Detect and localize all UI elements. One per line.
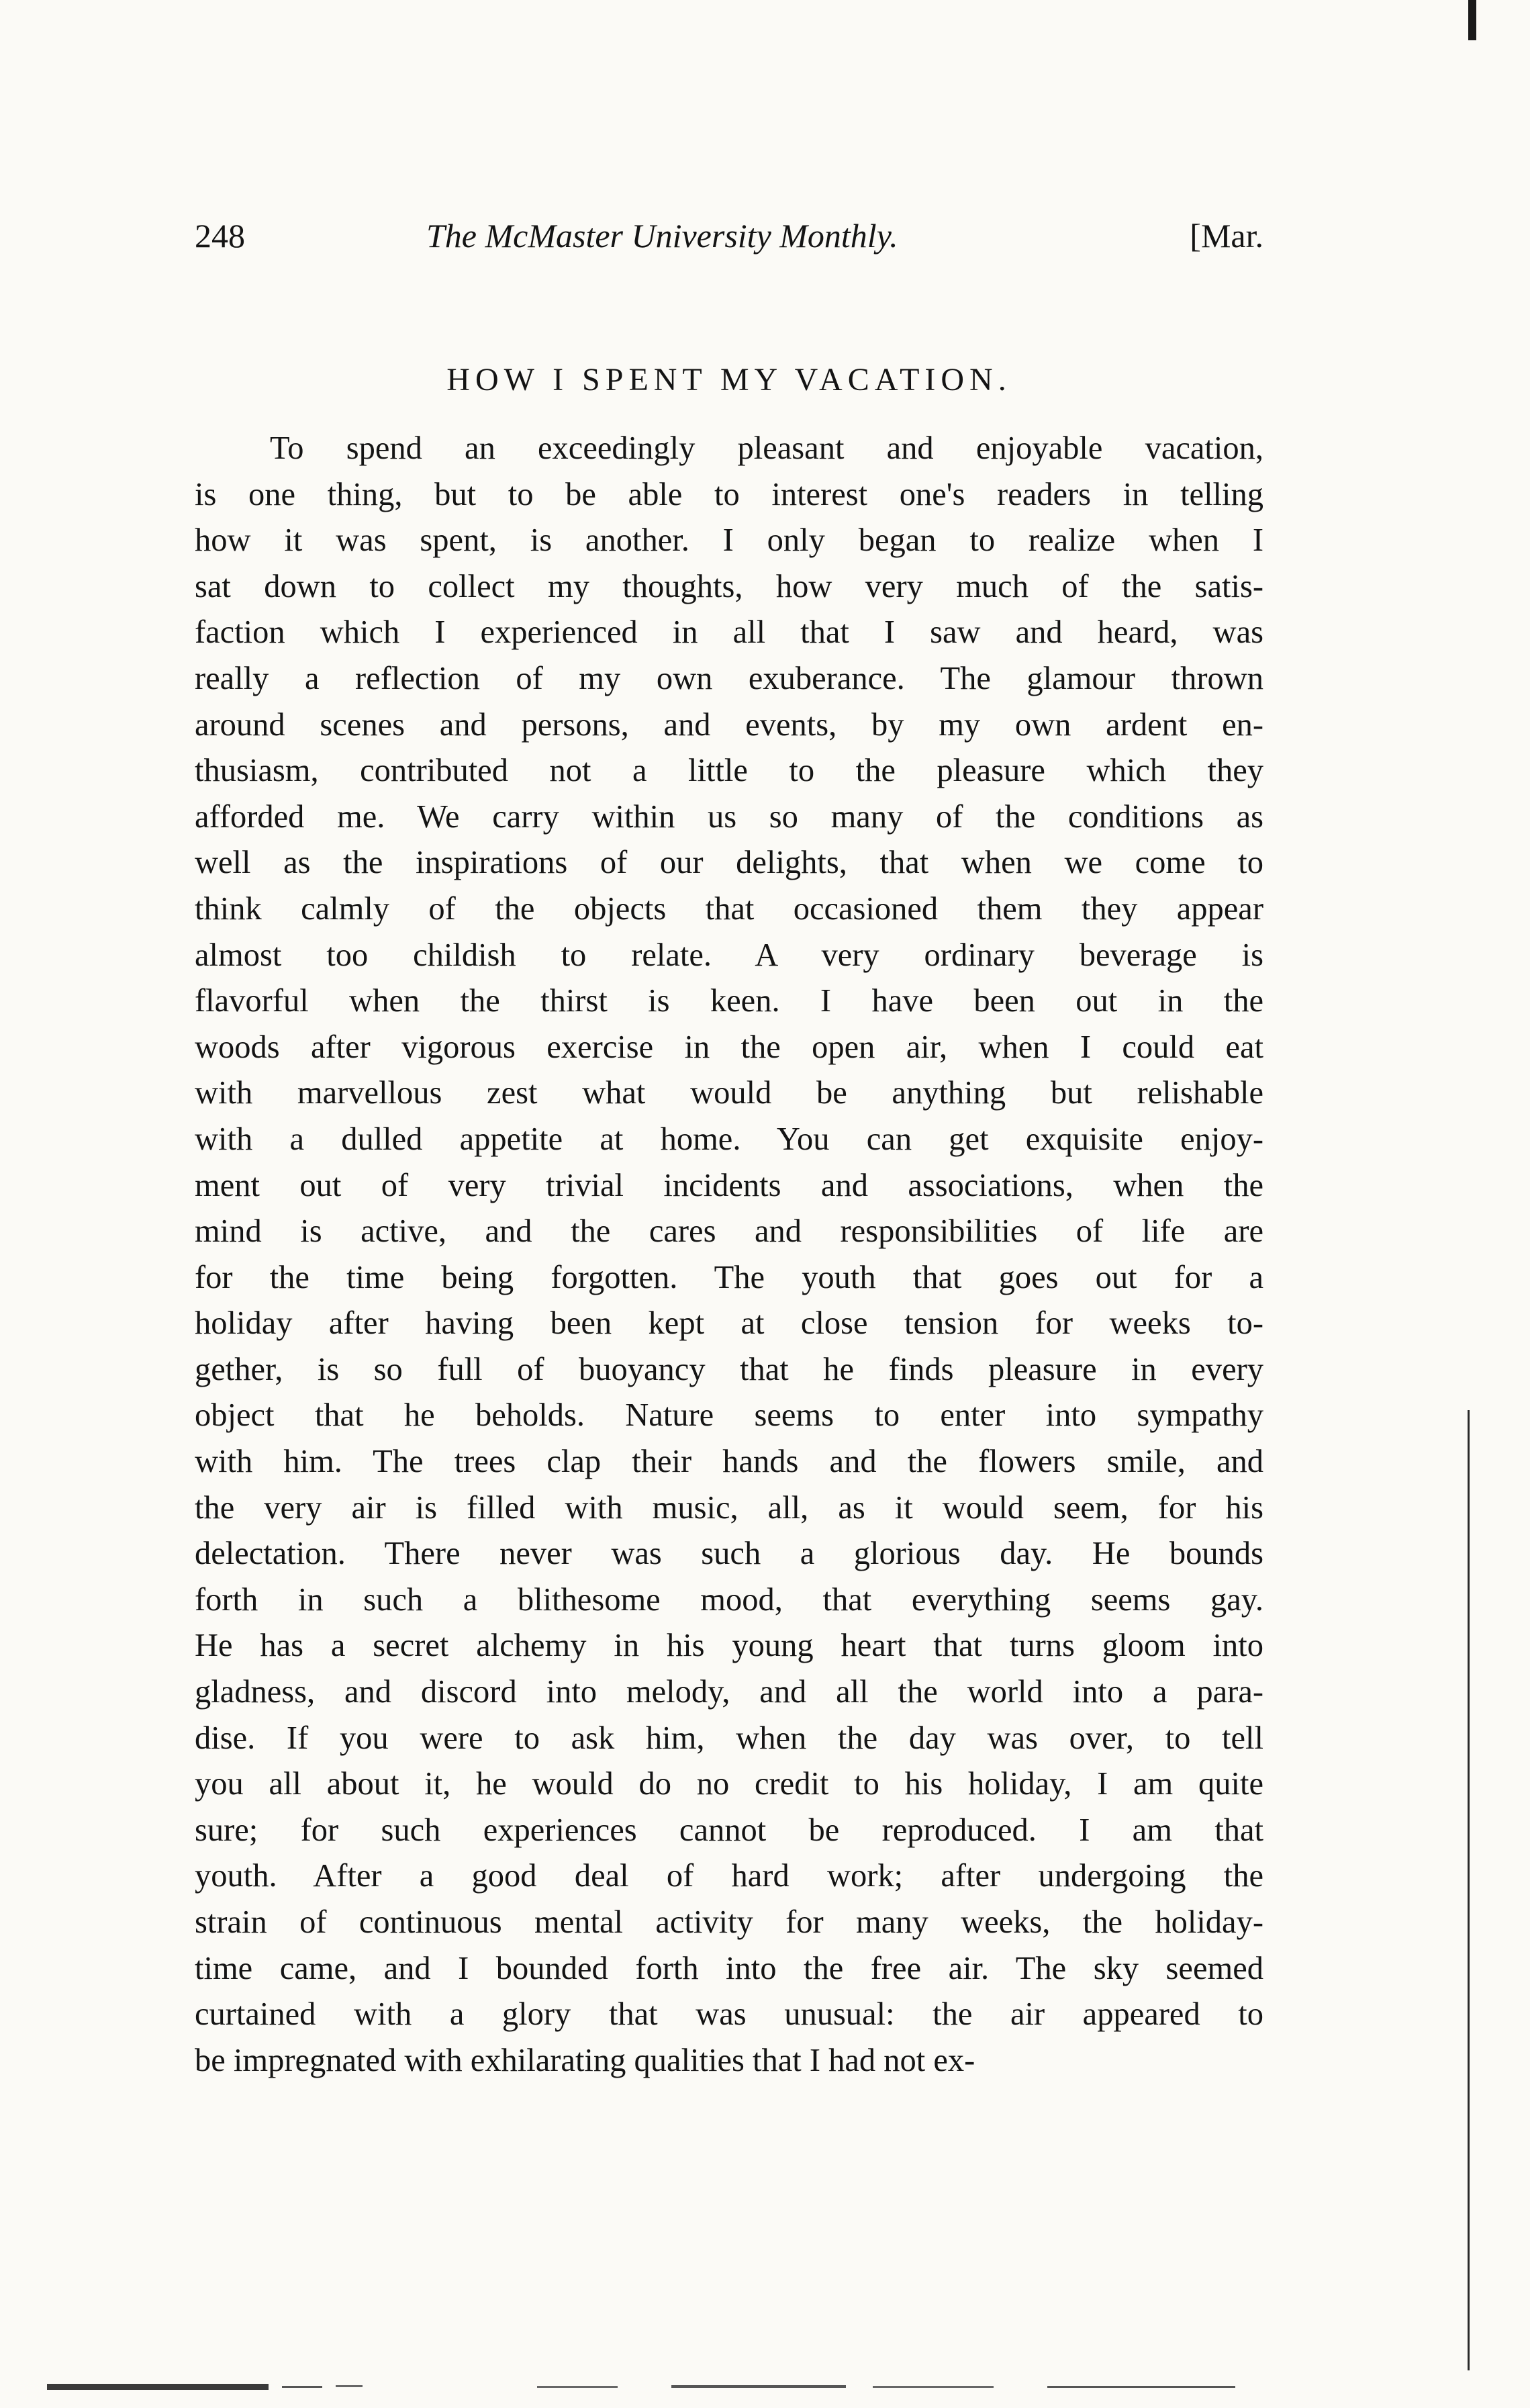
text-line: around scenes and persons, and events, by my own ardent en-	[195, 706, 1263, 743]
text-line: think calmly of the objects that occasioned them they appear	[195, 890, 1263, 927]
text-line: time came, and I bounded forth into the free air. The sky seemed	[195, 1950, 1263, 1986]
text-line: with marvellous zest what would be anything but relishable	[195, 1075, 1263, 1111]
issue-month: [Mar.	[1190, 217, 1263, 254]
text-line: the very air is filled with music, all, as it would seem, for his	[195, 1489, 1263, 1526]
scan-edge-mark	[1468, 0, 1476, 40]
text-line: thusiasm, contributed not a little to the pleasure which they	[195, 753, 1263, 789]
text-line: dise. If you were to ask him, when the day was over, to tell	[195, 1720, 1263, 1756]
text-line: almost too childish to relate. A very ordinary beverage is	[195, 937, 1263, 973]
page-number: 248	[195, 217, 245, 254]
text-line: gladness, and discord into melody, and all the world into a para-	[195, 1674, 1263, 1710]
text-line: for the time being forgotten. The youth that goes out for a	[195, 1259, 1263, 1295]
article-title: HOW I SPENT MY VACATION.	[446, 362, 1012, 398]
text-line: strain of continuous mental activity for many weeks, the holiday-	[195, 1904, 1263, 1940]
text-line: really a reflection of my own exuberance. The glamour thrown	[195, 660, 1263, 696]
text-line: is one thing, but to be able to interest one's readers in telling	[195, 476, 1263, 512]
scan-bottom-noise	[0, 2381, 1276, 2393]
text-line: well as the inspirations of our delights, that when we come to	[195, 845, 1263, 881]
article-body	[195, 426, 1263, 2084]
text-line: curtained with a glory that was unusual: the air appeared to	[195, 1996, 1263, 2033]
text-line: ment out of very trivial incidents and associations, when the	[195, 1167, 1263, 1203]
text-line: faction which I experienced in all that I saw and heard, was	[195, 614, 1263, 651]
text-line: He has a secret alchemy in his young heart that turns gloom into	[195, 1628, 1263, 1664]
text-line: with a dulled appetite at home. You can get exquisite enjoy-	[195, 1121, 1263, 1157]
text-line: with him. The trees clap their hands and the flowers smile, and	[195, 1444, 1263, 1480]
text-line: To spend an exceedingly pleasant and enjoyable vacation,	[270, 430, 1263, 466]
text-line: be impregnated with exhilarating qualities that I had not ex-	[195, 2042, 975, 2078]
text-line: you all about it, he would do no credit to his holiday, I am quite	[195, 1766, 1263, 1802]
text-line: gether, is so full of buoyancy that he finds pleasure in every	[195, 1351, 1263, 1387]
text-line: flavorful when the thirst is keen. I have been out in the	[195, 983, 1263, 1019]
text-line: holiday after having been kept at close tension for weeks to-	[195, 1305, 1263, 1342]
text-line: forth in such a blithesome mood, that everything seems gay.	[195, 1581, 1263, 1618]
text-line: sat down to collect my thoughts, how very much of the satis-	[195, 568, 1263, 604]
text-line: delectation. There never was such a glorious day. He bounds	[195, 1536, 1263, 1572]
text-line: woods after vigorous exercise in the open air, when I could eat	[195, 1029, 1263, 1065]
text-line: how it was spent, is another. I only began to realize when I	[195, 522, 1263, 559]
scan-margin-rule	[1468, 1410, 1470, 2370]
text-line: sure; for such experiences cannot be reproduced. I am that	[195, 1812, 1263, 1848]
text-line: afforded me. We carry within us so many of the conditions as	[195, 798, 1263, 835]
text-line: object that he beholds. Nature seems to enter into sympathy	[195, 1397, 1263, 1434]
journal-title: The McMaster University Monthly.	[426, 217, 898, 254]
text-line: mind is active, and the cares and responsibilities of life are	[195, 1213, 1263, 1250]
running-header	[195, 216, 1263, 257]
text-line: youth. After a good deal of hard work; after undergoing the	[195, 1858, 1263, 1894]
